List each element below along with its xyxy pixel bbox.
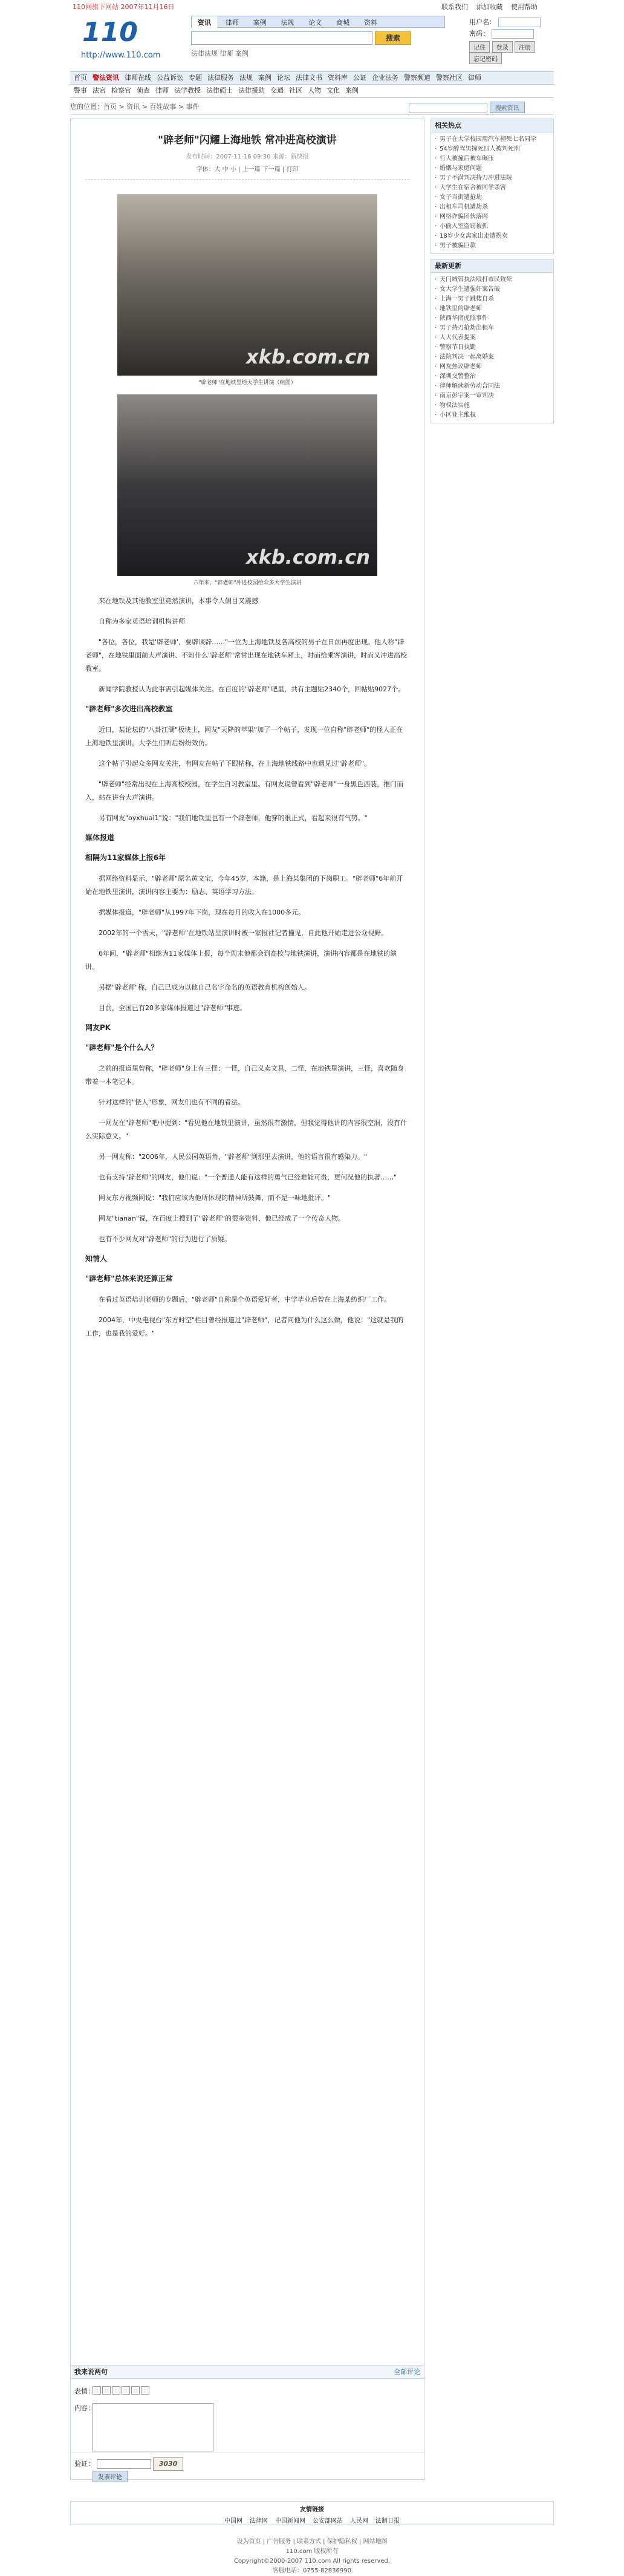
search-tab-law[interactable]: 法规: [281, 19, 294, 27]
section-heading: "辟老师"是个什么人？: [85, 1043, 158, 1052]
search-tab-news[interactable]: 资讯: [192, 16, 217, 28]
paragraph: 2004年，中央电视台"东方时空"栏目曾经报道过"辟老师"，记者问他为什么这么做，他说："这就是我的工作，也是我的爱好。": [85, 1316, 404, 1337]
face-icon[interactable]: [93, 2386, 101, 2395]
article-photo-1: [117, 194, 377, 376]
paragraph: 另据"辟老师"称，自己已成为以他自己名字命名的英语教育机构创始人。: [99, 983, 311, 991]
friend-link[interactable]: 人民网: [350, 2518, 368, 2525]
sidebar: [431, 119, 554, 428]
main-nav: [70, 71, 554, 85]
register-button[interactable]: 注册: [515, 41, 535, 53]
paragraph: 据媒体报道，"辟老师"从1997年下岗，现在每月的收入在1000多元。: [99, 908, 305, 916]
username-row: [469, 17, 554, 27]
list-item[interactable]: · 人大代表提案: [435, 333, 550, 343]
paragraph: 也有支持"辟老师"的网友，他们说："一个普通人能有这样的勇气已经难能可贵，更何况他的执著……": [99, 1173, 397, 1181]
all-comments-link[interactable]: 全部评论: [394, 2368, 420, 2376]
favorite-link[interactable]: 添加收藏: [476, 3, 503, 11]
paragraph: 一网友在"辟老师"吧中提到："看见他在地铁里演讲，虽然很有激情，但我觉得他讲的内容很空洞，没有什么实际意义。": [85, 1119, 408, 1140]
paragraph: 之前的报道里曾称，"辟老师"身上有三怪：一怪，自己义卖文具，二怪，在地铁里演讲，三怪，喜欢随身带着一本笔记本。: [85, 1065, 405, 1086]
paragraph: 据网络资料显示，"辟老师"原名黄文宝，今年45岁，本籍，是上海某集团的下岗职工。"辟老师"6年前开始在地铁里演讲，演讲内容主要为：励志、英语学习方法。: [85, 875, 403, 896]
username-label: 用户名：: [469, 18, 496, 26]
subnav-item[interactable]: 法官: [93, 86, 106, 94]
nav-item[interactable]: 资料库: [328, 74, 348, 82]
header: [70, 11, 554, 71]
comment-title: 我来说两句: [74, 2368, 108, 2376]
content-label: 内容：: [74, 2404, 94, 2412]
friend-links: [70, 2501, 554, 2525]
paragraph: 另一网友称："2006年，人民公园英语角，"辟老师"到那里去演讲，他的语言很有感染力。": [99, 1153, 368, 1161]
password-input[interactable]: [492, 29, 534, 39]
face-label: 表情：: [74, 2387, 94, 2395]
list-item[interactable]: · 天门城管执法殴打市民致死: [435, 275, 550, 285]
news-search: [409, 102, 525, 113]
list-item[interactable]: · 行人被撞后被车碾压: [435, 154, 550, 164]
news-search-input[interactable]: [409, 103, 487, 112]
section-heading: 媒体报道: [85, 833, 115, 842]
photo-1-watermark: xkb.com.cn: [245, 345, 370, 368]
paragraph: 近日，某论坛的"八卦江湖"板块上，网友"天降的苹果"加了一个帖子，发现一位自称"辟老师"的怪人正在上海地铁里演讲，大学生们听后纷纷效仿。: [85, 726, 403, 747]
list-item[interactable]: · 女子当街遭抢劫: [435, 193, 550, 203]
face-icon[interactable]: [141, 2386, 149, 2395]
help-link[interactable]: 使用帮助: [511, 3, 538, 11]
search-tab-shop[interactable]: 商城: [336, 19, 350, 27]
search-button[interactable]: 搜索: [375, 31, 411, 45]
list-item[interactable]: · 地铁里的辟老师: [435, 304, 550, 314]
subnav-item[interactable]: 文化: [327, 86, 340, 94]
section-heading: 相隔为11家媒体上报6年: [85, 853, 166, 862]
comment-section: [70, 2359, 424, 2480]
paragraph: 针对这样的"怪人"形象，网友们也有不同的看法。: [99, 1098, 245, 1106]
sub-nav: [70, 85, 554, 98]
top-bar-links: [441, 2, 544, 11]
paragraph: 这个帖子引起众多网友关注，有网友在帖子下跟帖称，在上海地铁线路中也遇见过"辟老师"。: [99, 760, 371, 768]
login-buttons: [469, 41, 554, 64]
latest-title: 最新更新: [431, 259, 553, 273]
search-input[interactable]: [191, 31, 372, 45]
paragraph: 目前，全国已有20多家媒体报道过"辟老师"事迹。: [99, 1004, 247, 1012]
footer: [70, 2501, 554, 2576]
footer-copyright: Copyright©2000-2007 110.com All rights reserved.: [234, 2558, 390, 2565]
list-item[interactable]: · 小偷入室盗窃被抓: [435, 222, 550, 232]
search-tab-data[interactable]: 资料: [363, 19, 377, 27]
footer-site: 110.com 版权所有: [285, 2548, 339, 2555]
subnav-item[interactable]: 警事: [74, 86, 87, 94]
section-heading: "辟老师"总体来说还算正常: [85, 1274, 173, 1283]
nav-item[interactable]: 企业法务: [372, 74, 398, 82]
paragraph: 网友东方视频网说："我们应该为他所体现的精神所鼓舞，而不是一味地批评。": [99, 1194, 331, 1202]
list-item[interactable]: · 大学生在宿舍被同学杀害: [435, 183, 550, 193]
nav-item[interactable]: 专题: [189, 74, 202, 82]
nav-item[interactable]: 律师: [468, 74, 481, 82]
list-item[interactable]: · 深圳交警整治: [435, 372, 550, 382]
face-icon[interactable]: [112, 2386, 120, 2395]
friend-link[interactable]: 法律网: [250, 2518, 268, 2525]
list-item[interactable]: · 律师解读新劳动合同法: [435, 382, 550, 391]
friend-links-title: 友情链接: [300, 2506, 324, 2513]
paragraph: 新闻学院教授认为此事需引起媒体关注。在百度的"辟老师"吧里，共有主题贴2340个，回帖贴9027个。: [99, 685, 405, 693]
remember-checkbox[interactable]: 记住: [469, 41, 490, 53]
list-item[interactable]: · 物权法实施: [435, 401, 550, 411]
list-item[interactable]: · 18岁少女离家出走遭拐卖: [435, 232, 550, 241]
nav-item[interactable]: 律师在线: [125, 74, 151, 82]
photo-2-watermark: xkb.com.cn: [245, 546, 370, 569]
list-item[interactable]: · 男子持刀抢劫出租车: [435, 324, 550, 333]
comment-textarea[interactable]: [93, 2403, 213, 2451]
search-tab-case[interactable]: 案例: [253, 19, 267, 27]
photo-1-caption: "辟老师"在地铁里给大学生讲演（组图）: [198, 380, 296, 386]
photo-2-caption: 六年来，"辟老师"冲进校园给众多大学生演讲: [193, 580, 302, 586]
latest-box: [431, 259, 554, 423]
captcha-image: 3030: [153, 2457, 183, 2471]
list-item[interactable]: · 出租车司机遭劫杀: [435, 203, 550, 212]
logo-url: http://www.110.com: [81, 51, 161, 60]
list-item[interactable]: · 婚姻与家庭问题: [435, 164, 550, 174]
list-item[interactable]: · 陕西华南虎照事件: [435, 314, 550, 324]
subnav-item[interactable]: 侦查: [137, 86, 150, 94]
breadcrumb-text[interactable]: 您的位置：首页 > 资讯 > 百姓故事 > 事件: [70, 103, 200, 111]
subnav-item[interactable]: 社区: [289, 86, 302, 94]
captcha-row: [74, 2457, 183, 2471]
nav-item[interactable]: 公证: [353, 74, 366, 82]
article-tools[interactable]: 字体：大 中 小 | 上一篇 下一篇 | 打印: [85, 164, 409, 180]
forgot-link[interactable]: 忘记密码: [469, 53, 502, 64]
nav-item[interactable]: 警法资讯: [93, 74, 119, 82]
latest-list: [431, 273, 553, 423]
nav-item[interactable]: 公益诉讼: [157, 74, 183, 82]
nav-item[interactable]: 案例: [258, 74, 271, 82]
search-tab-paper[interactable]: 论文: [308, 19, 322, 27]
username-input[interactable]: [498, 18, 541, 27]
paragraph: "辟老师"经常出现在上海高校校园，在学生自习教室里。有网友说曾看到"辟老师"一身黑色西装，推门而入，站在讲台大声演讲。: [85, 780, 404, 801]
related-hot-box: [431, 119, 554, 254]
list-item[interactable]: · 南京彭宇案一审判决: [435, 391, 550, 401]
comment-box: [70, 2365, 424, 2480]
content-wrap: [70, 115, 554, 2534]
top-bar: [0, 0, 624, 11]
subnav-item[interactable]: 交通: [270, 86, 284, 94]
search-options[interactable]: 法律法规 律师 案例: [191, 50, 249, 57]
nav-item[interactable]: 法规: [239, 74, 253, 82]
paragraph: 来在地铁及其他教室里竞然演讲，本事令人侧目又震撼: [99, 597, 258, 605]
subnav-item[interactable]: 案例: [345, 86, 359, 94]
list-item[interactable]: · 网络诈骗团伙落网: [435, 212, 550, 222]
related-hot-list: [431, 132, 553, 253]
paragraph: "各位，各位，我是'辟老师'，要辟谈辟……"一位为上海地铁及各高校的男子在日前再度出现。他人称"辟老师"，在地铁里面前大声演讲、不知什么"辟老师"常常出现在地铁车厢上，时而给乘客演讲，时而又冲进高校教室。: [85, 638, 408, 673]
nav-item[interactable]: 法律文书: [296, 74, 322, 82]
list-item[interactable]: · 小区业主维权: [435, 411, 550, 420]
captcha-label: 验证：: [74, 2460, 94, 2468]
paragraph: 6年间，"辟老师"相继为11家媒体上报，每个周末他都会到高校与地铁演讲，演讲内容都是在地铁的演讲。: [85, 950, 397, 971]
friend-link[interactable]: 中国网: [224, 2518, 242, 2525]
list-item[interactable]: · 男子被骗巨款: [435, 241, 550, 251]
subnav-item[interactable]: 法律援助: [238, 86, 265, 94]
section-heading: 网友PK: [85, 1023, 111, 1032]
site-logo[interactable]: [70, 11, 191, 71]
article-photo-2: [117, 394, 377, 576]
article-body: [85, 595, 409, 1340]
password-row: [469, 28, 554, 39]
paragraph: 2002年的一个雪天，"辟老师"在地铁站里演讲时被一家报社记者撞见，自此他开始走进公众视野。: [99, 929, 388, 937]
section-heading: 知情人: [85, 1254, 108, 1263]
list-item[interactable]: · 法院判决一起离婚案: [435, 353, 550, 362]
section-heading: "辟老师"多次进出高校教室: [85, 705, 173, 713]
face-icon[interactable]: [122, 2386, 130, 2395]
subnav-item[interactable]: 法律硕士: [206, 86, 233, 94]
paragraph: 也有不少网友对"辟老师"的行为进行了质疑。: [99, 1235, 232, 1243]
friend-link[interactable]: 法制日报: [375, 2518, 400, 2525]
nav-item[interactable]: 论坛: [277, 74, 290, 82]
password-label: 密码：: [469, 30, 489, 37]
subnav-item[interactable]: 律师: [155, 86, 169, 94]
list-item[interactable]: · 警察节日执勤: [435, 343, 550, 353]
search-tabs: [191, 16, 445, 28]
paragraph: 在看过英语培训老师的专题后，"辟老师"自称是个英语爱好者，中学毕业后曾在上海某纺织厂工作。: [99, 1296, 391, 1303]
article-meta: 发布时间：2007-11-16 09:30 来源：新快报: [186, 154, 309, 160]
breadcrumb: [70, 102, 554, 115]
list-item[interactable]: · 女大学生遭强奸案告破: [435, 285, 550, 295]
list-item[interactable]: · 54岁醉驾男撞死四人被判死刑: [435, 145, 550, 154]
subnav-item[interactable]: 法学教授: [174, 86, 201, 94]
search-row: [191, 31, 411, 45]
login-panel: [469, 16, 554, 64]
login-button[interactable]: 登录: [492, 41, 513, 53]
friend-link[interactable]: 公安部网站: [313, 2518, 343, 2525]
search-tab-lawyer[interactable]: 律师: [225, 19, 239, 27]
paragraph: 另有网友"oyxhuai1"说："我们地铁里也有一个辟老师，他穿的很正式，看起来很有气势。": [99, 814, 368, 822]
footer-phone: 客服电话：0755-82836990: [273, 2568, 351, 2574]
submit-comment-button[interactable]: 发表评论: [93, 2471, 128, 2482]
list-item[interactable]: · 网友热议辟老师: [435, 362, 550, 372]
list-item[interactable]: · 男子在大学校园用汽车撞死七名同学: [435, 135, 550, 145]
comment-header: [71, 2366, 424, 2379]
nav-item[interactable]: 警察社区: [436, 74, 463, 82]
friend-link[interactable]: 中国新闻网: [275, 2518, 305, 2525]
list-item[interactable]: · 男子不满判决持刀冲进法院: [435, 174, 550, 183]
nav-item[interactable]: 首页: [74, 74, 87, 82]
contact-link[interactable]: 联系我们: [441, 3, 468, 11]
paragraph: 自称为多家英语培训机构讲师: [99, 618, 185, 625]
nav-item[interactable]: 警察频道: [404, 74, 431, 82]
captcha-input[interactable]: [97, 2459, 151, 2469]
subnav-item[interactable]: 人物: [308, 86, 321, 94]
list-item[interactable]: · 上海一男子跳楼自杀: [435, 295, 550, 304]
nav-item[interactable]: 法律服务: [207, 74, 234, 82]
face-icon[interactable]: [131, 2386, 140, 2395]
face-icon[interactable]: [102, 2386, 111, 2395]
copyright: [70, 2537, 554, 2576]
top-bar-date: 110网旗下网站 2007年11月16日: [73, 3, 175, 11]
subnav-item[interactable]: 检察官: [111, 86, 131, 94]
logo-number: 110: [82, 17, 138, 48]
face-picker: [93, 2386, 151, 2395]
footer-nav[interactable]: 设为首页 | 广告服务 | 联系方式 | 保护隐私权 | 网站地图: [236, 2539, 388, 2545]
related-hot-title: 相关热点: [431, 119, 553, 132]
article-title: "辟老师"闪耀上海地铁 常冲进高校演讲: [158, 134, 337, 146]
paragraph: 网友"tianan"说，在百度上搜到了"辟老师"的很多资料，他已经成了一个传奇人物。: [99, 1215, 345, 1222]
news-search-button[interactable]: 搜索资讯: [490, 102, 525, 113]
article-main: [70, 119, 424, 2453]
